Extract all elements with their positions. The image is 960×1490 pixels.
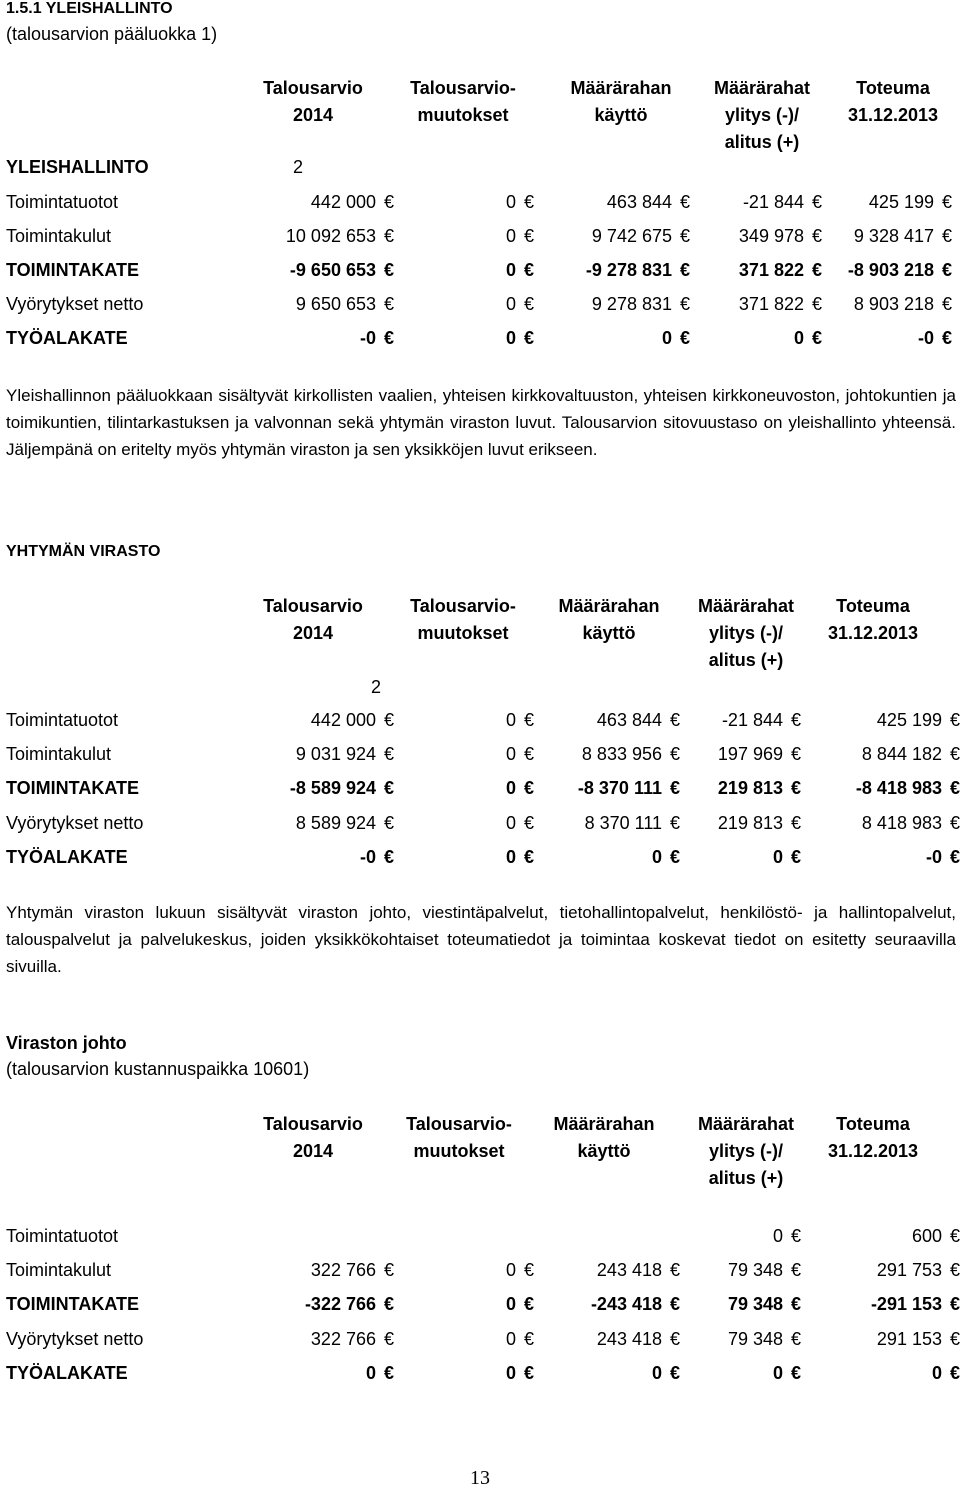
cell-value: 79 348 — [727, 1329, 783, 1349]
cell-value: 0 — [365, 1363, 376, 1383]
cell-value: 197 969 — [717, 744, 783, 764]
table-cell — [718, 813, 801, 834]
currency-symbol: € — [669, 778, 680, 798]
table-cell — [591, 1294, 680, 1315]
cell-value: 0 — [651, 847, 662, 867]
currency-symbol: € — [523, 1329, 534, 1349]
column-header-line: Määrärahat — [713, 78, 811, 98]
table-cell — [912, 1226, 960, 1247]
column-header-line: Määrärahat — [697, 596, 795, 616]
column-header-line: Talousarvio- — [406, 1114, 512, 1134]
table-cell — [578, 778, 680, 799]
table-cell — [506, 744, 534, 765]
cell-value: 0 — [505, 847, 516, 867]
cell-value: 600 — [911, 1226, 942, 1246]
cell-value: 8 903 218 — [853, 294, 934, 314]
table-cell — [773, 1363, 801, 1384]
table-cell — [869, 192, 952, 213]
row-label: TOIMINTAKATE — [6, 1294, 139, 1314]
cell-value: 79 348 — [727, 1294, 783, 1314]
column-header-line: käyttö — [594, 105, 648, 125]
table-cell — [652, 847, 680, 868]
row-label: Vyörytykset netto — [6, 813, 144, 833]
cell-value: -291 153 — [870, 1294, 942, 1314]
cell-value: -21 844 — [742, 192, 804, 212]
column-header-line: Talousarvio — [263, 596, 363, 616]
column-header-line: 31.12.2013 — [847, 105, 939, 125]
currency-symbol: € — [383, 260, 394, 280]
table-cell — [506, 1294, 534, 1315]
row-label: Toimintakulut — [6, 226, 112, 246]
cell-value: 9 031 924 — [295, 744, 376, 764]
currency-symbol: € — [811, 192, 822, 212]
column-header — [388, 593, 538, 647]
cell-value: 0 — [772, 1363, 783, 1383]
section3-title: Viraston johto — [6, 1033, 127, 1053]
cell-value: 0 — [505, 294, 516, 314]
currency-symbol: € — [811, 294, 822, 314]
cell-value: 371 822 — [738, 294, 804, 314]
table-cell — [506, 1260, 534, 1281]
currency-symbol: € — [523, 744, 534, 764]
cell-value: 219 813 — [717, 813, 783, 833]
column-header-line: Määrärahan — [553, 1114, 655, 1134]
currency-symbol: € — [790, 1260, 801, 1280]
currency-symbol: € — [669, 1294, 680, 1314]
table-cell — [722, 710, 801, 731]
cell-value: 322 766 — [310, 1329, 376, 1349]
table-cell — [506, 226, 534, 247]
table-cell — [506, 710, 534, 731]
column-header — [534, 593, 684, 647]
table-cell — [918, 328, 952, 349]
row-label: Vyörytykset netto — [6, 1329, 144, 1349]
column-header — [818, 75, 960, 129]
table-cell — [290, 260, 394, 281]
column-header-line: Toteuma — [836, 596, 910, 616]
table-cell — [854, 294, 952, 315]
currency-symbol: € — [811, 260, 822, 280]
column-header — [238, 1111, 388, 1165]
currency-symbol: € — [383, 328, 394, 348]
currency-symbol: € — [669, 710, 680, 730]
cell-value: 442 000 — [310, 192, 376, 212]
cell-value: 0 — [505, 744, 516, 764]
currency-symbol: € — [790, 778, 801, 798]
currency-symbol: € — [949, 1294, 960, 1314]
currency-symbol: € — [949, 847, 960, 867]
table-cell — [662, 328, 690, 349]
table-cell — [739, 226, 822, 247]
currency-symbol: € — [523, 328, 534, 348]
table-cell — [597, 1329, 680, 1350]
cell-value: -322 766 — [304, 1294, 376, 1314]
currency-symbol: € — [523, 192, 534, 212]
cell-value: 0 — [505, 328, 516, 348]
table-cell — [366, 1363, 394, 1384]
cell-value: 9 328 417 — [853, 226, 934, 246]
column-header — [384, 1111, 534, 1165]
table-cell — [728, 1294, 801, 1315]
column-header-line: Määrärahan — [570, 78, 672, 98]
currency-symbol: € — [679, 260, 690, 280]
currency-symbol: € — [790, 744, 801, 764]
table-cell — [877, 1260, 960, 1281]
section1-paragraph: Yleishallinnon pääluokkaan sisältyvät kirkollisten vaalien, yhteisen kirkkovaltuuston, yhteisen kirkkoneuvoston, johtokuntien ja toimikuntien, tilintarkastuksen ja valvonnan sekä yhtymän viraston luvut. Talousarvion sitovuustaso on yleishallinto yhteensä. Jäljempänä on eritelty myös yhtymän viraston ja sen yksikköjen luvut erikseen. — [6, 386, 956, 459]
cell-value: 0 — [505, 813, 516, 833]
currency-symbol: € — [669, 1260, 680, 1280]
cell-value: 9 742 675 — [591, 226, 672, 246]
currency-symbol: € — [523, 1363, 534, 1383]
currency-symbol: € — [949, 1226, 960, 1246]
column-header — [546, 75, 696, 129]
row-label: TYÖALAKATE — [6, 328, 128, 348]
column-header-line: Talousarvio — [263, 1114, 363, 1134]
table-cell — [877, 1329, 960, 1350]
row-label: Toimintatuotot — [6, 1226, 119, 1246]
cell-value: 243 418 — [596, 1260, 662, 1280]
table-cell — [506, 778, 534, 799]
currency-symbol: € — [383, 1294, 394, 1314]
cell-value: -8 418 983 — [855, 778, 942, 798]
cell-value: 0 — [931, 1363, 942, 1383]
table-cell — [311, 1260, 394, 1281]
column-header-line: 2014 — [292, 1141, 334, 1161]
table-cell — [854, 226, 952, 247]
section2-title: YHTYMÄN VIRASTO — [6, 543, 161, 560]
cell-value: -243 418 — [590, 1294, 662, 1314]
section1-subtitle: (talousarvion pääluokka 1) — [6, 24, 218, 44]
currency-symbol: € — [383, 192, 394, 212]
column-header-line: alitus (+) — [708, 1168, 784, 1188]
column-header-line: muutokset — [413, 1141, 505, 1161]
column-header-line: ylitys (-)/ — [708, 1141, 783, 1161]
table-cell — [718, 744, 801, 765]
currency-symbol: € — [790, 1329, 801, 1349]
column-header — [238, 75, 388, 129]
table-cell — [739, 294, 822, 315]
currency-symbol: € — [383, 1260, 394, 1280]
table-cell — [506, 328, 534, 349]
currency-symbol: € — [941, 294, 952, 314]
table-cell — [305, 1294, 394, 1315]
currency-symbol: € — [790, 1363, 801, 1383]
cell-value: 8 844 182 — [861, 744, 942, 764]
table-cell — [311, 1329, 394, 1350]
table-cell — [582, 744, 680, 765]
section1-unit-label: YLEISHALLINTO — [6, 157, 149, 177]
cell-value: 9 650 653 — [295, 294, 376, 314]
cell-value: 8 833 956 — [581, 744, 662, 764]
currency-symbol: € — [669, 744, 680, 764]
column-header — [388, 75, 538, 129]
table-cell — [597, 1260, 680, 1281]
table-cell — [585, 813, 680, 834]
column-header-line: Toteuma — [856, 78, 930, 98]
column-header — [798, 1111, 948, 1165]
table-cell — [506, 1329, 534, 1350]
cell-value: 0 — [505, 192, 516, 212]
cell-value: 0 — [772, 1226, 783, 1246]
column-header-line: muutokset — [417, 105, 509, 125]
row-label: TOIMINTAKATE — [6, 260, 139, 280]
cell-value: 0 — [651, 1363, 662, 1383]
table-cell — [794, 328, 822, 349]
currency-symbol: € — [523, 1260, 534, 1280]
column-header-line: Määrärahan — [558, 596, 660, 616]
column-header-line: 31.12.2013 — [827, 1141, 919, 1161]
table-cell — [848, 260, 952, 281]
table-cell — [607, 192, 690, 213]
currency-symbol: € — [523, 294, 534, 314]
cell-value: 0 — [505, 226, 516, 246]
table-cell — [877, 710, 960, 731]
currency-symbol: € — [941, 260, 952, 280]
currency-symbol: € — [669, 1329, 680, 1349]
table-cell — [718, 778, 801, 799]
row-label: Toimintakulut — [6, 1260, 112, 1280]
table-cell — [856, 778, 960, 799]
currency-symbol: € — [811, 226, 822, 246]
cell-value: 291 753 — [876, 1260, 942, 1280]
currency-symbol: € — [383, 813, 394, 833]
column-header-line: Toteuma — [836, 1114, 910, 1134]
cell-value: -0 — [359, 328, 376, 348]
section2-note: 2 — [371, 677, 382, 697]
currency-symbol: € — [941, 328, 952, 348]
cell-value: -9 650 653 — [289, 260, 376, 280]
column-header-line: alitus (+) — [708, 650, 784, 670]
currency-symbol: € — [523, 778, 534, 798]
cell-value: 425 199 — [868, 192, 934, 212]
cell-value: -8 903 218 — [847, 260, 934, 280]
row-label: Vyörytykset netto — [6, 294, 144, 314]
currency-symbol: € — [523, 226, 534, 246]
currency-symbol: € — [383, 778, 394, 798]
cell-value: 0 — [793, 328, 804, 348]
table-cell — [871, 1294, 960, 1315]
currency-symbol: € — [941, 192, 952, 212]
cell-value: 0 — [505, 1363, 516, 1383]
currency-symbol: € — [790, 813, 801, 833]
row-label: Toimintakulut — [6, 744, 112, 764]
cell-value: 0 — [505, 260, 516, 280]
currency-symbol: € — [383, 710, 394, 730]
section3-subtitle: (talousarvion kustannuspaikka 10601) — [6, 1059, 310, 1079]
table-cell — [932, 1363, 960, 1384]
currency-symbol: € — [949, 1329, 960, 1349]
column-header-line: ylitys (-)/ — [708, 623, 783, 643]
column-header-line: 2014 — [292, 105, 334, 125]
currency-symbol: € — [383, 294, 394, 314]
cell-value: 291 153 — [876, 1329, 942, 1349]
currency-symbol: € — [679, 192, 690, 212]
cell-value: 243 418 — [596, 1329, 662, 1349]
cell-value: -8 589 924 — [289, 778, 376, 798]
cell-value: 8 589 924 — [295, 813, 376, 833]
cell-value: 322 766 — [310, 1260, 376, 1280]
cell-value: -0 — [359, 847, 376, 867]
table-cell — [592, 294, 690, 315]
column-header-line: käyttö — [582, 623, 636, 643]
column-header-line: Talousarvio- — [410, 596, 516, 616]
currency-symbol: € — [523, 710, 534, 730]
cell-value: -0 — [925, 847, 942, 867]
currency-symbol: € — [523, 260, 534, 280]
column-header-line: Määrärahat — [697, 1114, 795, 1134]
cell-value: 0 — [505, 1260, 516, 1280]
cell-value: 425 199 — [876, 710, 942, 730]
table-cell — [506, 1363, 534, 1384]
cell-value: 0 — [505, 1329, 516, 1349]
currency-symbol: € — [949, 778, 960, 798]
cell-value: 10 092 653 — [285, 226, 376, 246]
column-header — [798, 593, 948, 647]
cell-value: 0 — [505, 1294, 516, 1314]
row-label: TYÖALAKATE — [6, 1363, 128, 1383]
currency-symbol: € — [669, 1363, 680, 1383]
cell-value: 0 — [505, 710, 516, 730]
column-header-line: Talousarvio — [263, 78, 363, 98]
currency-symbol: € — [523, 847, 534, 867]
currency-symbol: € — [941, 226, 952, 246]
currency-symbol: € — [949, 813, 960, 833]
table-cell — [296, 813, 394, 834]
column-header-line: 2014 — [292, 623, 334, 643]
table-cell — [592, 226, 690, 247]
table-cell — [728, 1260, 801, 1281]
currency-symbol: € — [949, 1363, 960, 1383]
currency-symbol: € — [790, 847, 801, 867]
table-cell — [739, 260, 822, 281]
table-cell — [728, 1329, 801, 1350]
cell-value: 442 000 — [310, 710, 376, 730]
cell-value: 0 — [661, 328, 672, 348]
table-cell — [773, 1226, 801, 1247]
row-label: TYÖALAKATE — [6, 847, 128, 867]
cell-value: 463 844 — [606, 192, 672, 212]
cell-value: -21 844 — [721, 710, 783, 730]
currency-symbol: € — [523, 1294, 534, 1314]
column-header — [238, 593, 388, 647]
cell-value: -9 278 831 — [585, 260, 672, 280]
cell-value: 463 844 — [596, 710, 662, 730]
cell-value: -0 — [917, 328, 934, 348]
table-cell — [773, 847, 801, 868]
currency-symbol: € — [383, 744, 394, 764]
cell-value: 8 370 111 — [584, 813, 662, 833]
column-header-line: muutokset — [417, 623, 509, 643]
table-cell — [586, 260, 690, 281]
table-cell — [506, 260, 534, 281]
cell-value: 9 278 831 — [591, 294, 672, 314]
column-header-line: ylitys (-)/ — [724, 105, 799, 125]
page-number: 13 — [470, 1467, 490, 1489]
section1-note: 2 — [293, 157, 304, 177]
currency-symbol: € — [383, 1329, 394, 1349]
currency-symbol: € — [949, 744, 960, 764]
cell-value: 219 813 — [717, 778, 783, 798]
currency-symbol: € — [383, 847, 394, 867]
currency-symbol: € — [383, 226, 394, 246]
row-label: Toimintatuotot — [6, 710, 119, 730]
table-cell — [296, 744, 394, 765]
table-cell — [360, 847, 394, 868]
column-header-line: alitus (+) — [724, 132, 800, 152]
cell-value: 371 822 — [738, 260, 804, 280]
cell-value: 79 348 — [727, 1260, 783, 1280]
currency-symbol: € — [790, 1294, 801, 1314]
table-cell — [652, 1363, 680, 1384]
currency-symbol: € — [949, 1260, 960, 1280]
currency-symbol: € — [383, 1363, 394, 1383]
currency-symbol: € — [679, 226, 690, 246]
currency-symbol: € — [523, 813, 534, 833]
section2-paragraph: Yhtymän viraston lukuun sisältyvät viraston johto, viestintäpalvelut, tietohallintopalvelut, henkilöstö- ja hallintopalvelut, talouspalvelut ja palvelukeskus, joiden yksikkökohtaiset toteumatiedot ja toimintaa koskevat tiedot on esitetty seuraavilla sivuilla. — [6, 903, 956, 976]
column-header — [687, 75, 837, 156]
table-cell — [296, 294, 394, 315]
currency-symbol: € — [669, 847, 680, 867]
cell-value: 349 978 — [738, 226, 804, 246]
table-cell — [311, 192, 394, 213]
table-cell — [506, 294, 534, 315]
table-cell — [743, 192, 822, 213]
table-cell — [506, 813, 534, 834]
table-cell — [506, 847, 534, 868]
currency-symbol: € — [790, 1226, 801, 1246]
cell-value: 0 — [772, 847, 783, 867]
column-header-line: Talousarvio- — [410, 78, 516, 98]
currency-symbol: € — [949, 710, 960, 730]
table-cell — [360, 328, 394, 349]
currency-symbol: € — [811, 328, 822, 348]
table-cell — [290, 778, 394, 799]
cell-value: 0 — [505, 778, 516, 798]
column-header — [529, 1111, 679, 1165]
section1-title: 1.5.1 YLEISHALLINTO — [6, 0, 173, 17]
table-cell — [597, 710, 680, 731]
column-header-line: käyttö — [577, 1141, 631, 1161]
cell-value: -8 370 111 — [577, 778, 662, 798]
currency-symbol: € — [669, 813, 680, 833]
table-cell — [862, 813, 960, 834]
currency-symbol: € — [790, 710, 801, 730]
table-cell — [506, 192, 534, 213]
row-label: TOIMINTAKATE — [6, 778, 139, 798]
table-cell — [311, 710, 394, 731]
cell-value: 8 418 983 — [861, 813, 942, 833]
table-cell — [286, 226, 394, 247]
currency-symbol: € — [679, 328, 690, 348]
table-cell — [862, 744, 960, 765]
column-header-line: 31.12.2013 — [827, 623, 919, 643]
row-label: Toimintatuotot — [6, 192, 119, 212]
table-cell — [926, 847, 960, 868]
currency-symbol: € — [679, 294, 690, 314]
